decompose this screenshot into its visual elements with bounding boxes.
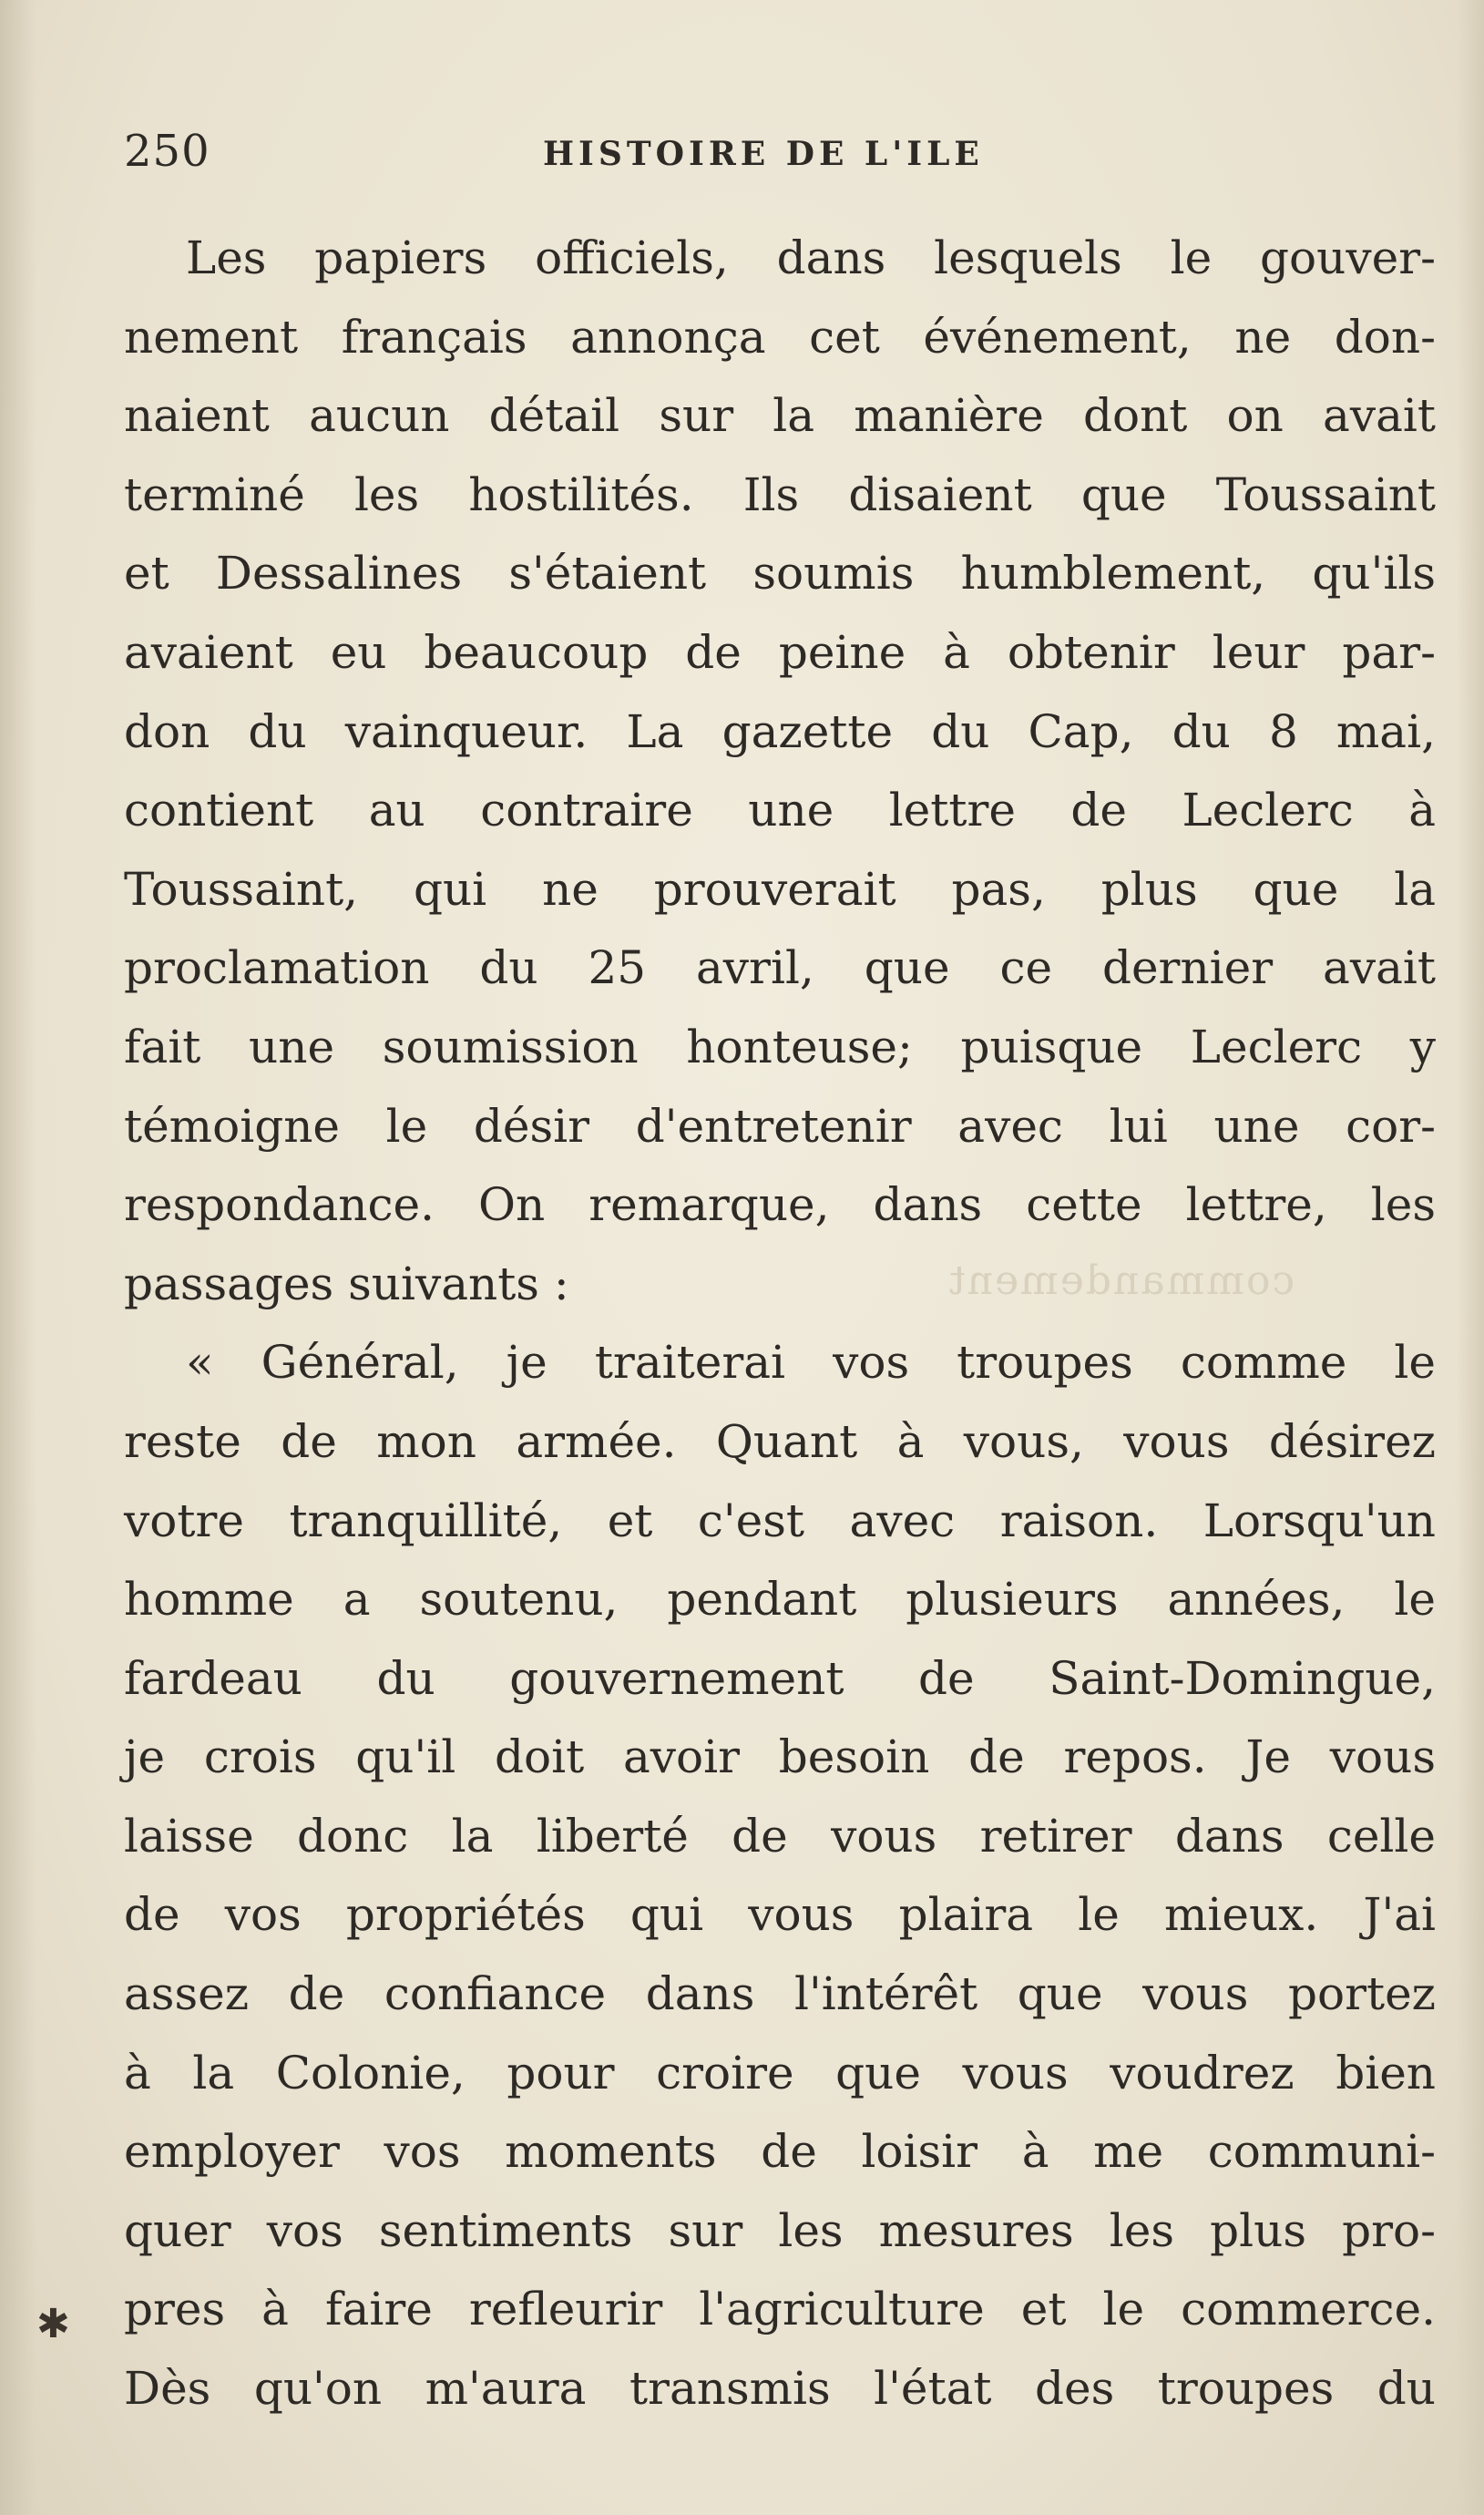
text-line: fardeau du gouvernement de Saint-Domingue,	[124, 1651, 1436, 1705]
text-line: contient au contraire une lettre de Leclerc à	[124, 784, 1436, 837]
running-head: HISTOIRE DE L'ILE	[543, 135, 984, 173]
text-line: à la Colonie, pour croire que vous voudrez bien	[124, 2046, 1436, 2099]
text-line: respondance. On remarque, dans cette lettre, les	[124, 1178, 1436, 1232]
text-line: votre tranquillité, et c'est avec raison. Lorsqu'un	[124, 1494, 1436, 1547]
paragraph-1	[124, 219, 1436, 1323]
text-line: laisse donc la liberté de vous retirer dans celle	[124, 1809, 1436, 1863]
text-line: pres à faire refleurir l'agriculture et le commerce.	[124, 2283, 1436, 2336]
text-line: Les papiers officiels, dans lesquels le gouver-	[186, 231, 1436, 284]
text-line: terminé les hostilités. Ils disaient que Toussaint	[124, 467, 1436, 521]
paragraph-2	[124, 1323, 1436, 2428]
text-line: et Dessalines s'étaient soumis humblement, qu'ils	[124, 547, 1436, 601]
text-line: assez de confiance dans l'intérêt que vous portez	[124, 1967, 1436, 2021]
text-line: reste de mon armée. Quant à vous, vous désirez	[124, 1414, 1436, 1468]
show-through-text: commandement	[947, 1258, 1295, 1304]
text-line: employer vos moments de loisir à me communi-	[124, 2125, 1436, 2179]
text-line: fait une soumission honteuse; puisque Leclerc y	[124, 1020, 1436, 1073]
page-header	[124, 126, 1436, 180]
text-line: je crois qu'il doit avoir besoin de repos. Je vous	[124, 1730, 1436, 1784]
text-line: avaient eu beaucoup de peine à obtenir leur par-	[124, 625, 1436, 679]
page-edge-shadow-left	[0, 0, 36, 2515]
text-line: homme a soutenu, pendant plusieurs années, le	[124, 1573, 1436, 1627]
text-line: proclamation du 25 avril, que ce dernier avait	[124, 941, 1436, 995]
margin-ink-mark: ✱	[36, 2301, 70, 2347]
text-line: Toussaint, qui ne prouverait pas, plus que la	[124, 862, 1436, 916]
body-text	[124, 219, 1436, 2428]
text-line: don du vainqueur. La gazette du Cap, du 8 mai,	[124, 704, 1436, 758]
text-line: naient aucun détail sur la manière dont on avait	[124, 389, 1436, 443]
text-line: nement français annonça cet événement, ne don-	[124, 310, 1436, 364]
page-edge-shadow-right	[1457, 0, 1484, 2515]
text-line: témoigne le désir d'entretenir avec lui une cor-	[124, 1099, 1436, 1153]
text-line: « Général, je traiterai vos troupes comme le	[186, 1336, 1436, 1390]
text-line: de vos propriétés qui vous plaira le mieux. J'ai	[124, 1888, 1436, 1942]
text-line: passages suivants :	[124, 1257, 569, 1310]
text-line: quer vos sentiments sur les mesures les plus pro-	[124, 2203, 1436, 2257]
text-line: Dès qu'on m'aura transmis l'état des troupes du	[124, 2362, 1436, 2416]
page-number: 250	[124, 126, 210, 177]
